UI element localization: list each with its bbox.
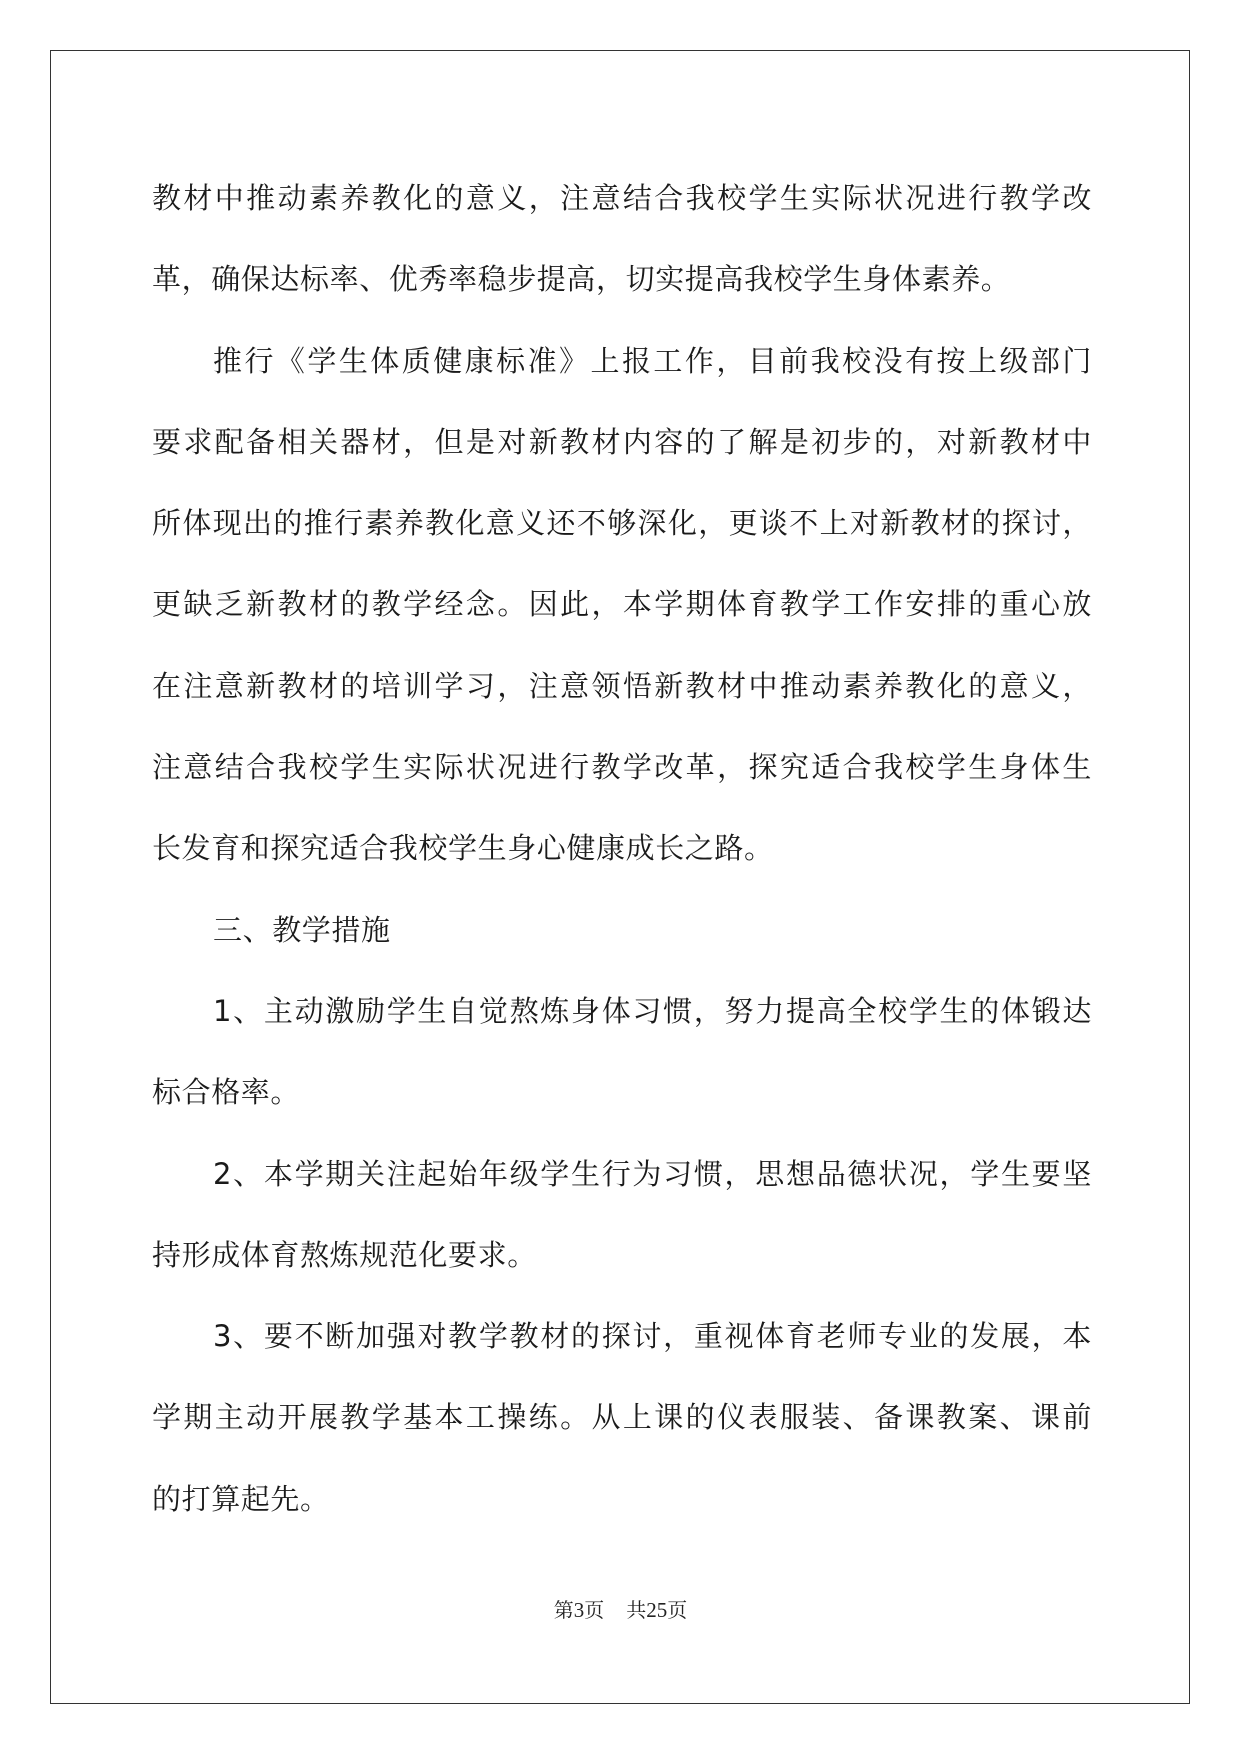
total-suffix: 页 [667, 1598, 688, 1622]
paragraph-line: 教材中推动素养教化的意义，注意结合我校学生实际状况进行教学改 [152, 181, 1092, 215]
page-footer [0, 1594, 1241, 1623]
paragraph-line: 注意结合我校学生实际状况进行教学改革，探究适合我校学生身体生 [152, 750, 1092, 785]
paragraph-line: 2、本学期关注起始年级学生行为习惯，思想品德状况，学生要坚 [213, 1156, 1092, 1191]
paragraph-line: 的打算起先。 [152, 1481, 330, 1516]
paragraph-line: 学期主动开展教学基本工操练。从上课的仪表服装、备课教案、课前 [152, 1400, 1092, 1435]
paragraph-line: 3、要不断加强对教学教材的探讨，重视体育老师专业的发展，本 [213, 1319, 1092, 1354]
page-total: 25 [646, 1598, 668, 1622]
paragraph-line: 标合格率。 [152, 1075, 301, 1110]
paragraph-line: 在注意新教材的培训学习，注意领悟新教材中推动素养教化的意义， [152, 668, 1092, 703]
paragraph-line: 所体现出的推行素养教化意义还不够深化，更谈不上对新教材的探讨， [152, 506, 1092, 541]
section-heading: 三、教学措施 [213, 912, 391, 947]
paragraph-line: 长发育和探究适合我校学生身心健康成长之路。 [152, 831, 774, 866]
total-prefix: 共 [626, 1598, 647, 1622]
page-suffix: 页 [584, 1598, 605, 1622]
page-current: 3 [573, 1598, 585, 1622]
paragraph-line: 革，确保达标率、优秀率稳步提高，切实提高我校学生身体素养。 [152, 262, 1011, 297]
paragraph-line: 推行《学生体质健康标准》上报工作，目前我校没有按上级部门 [213, 343, 1092, 378]
paragraph-line: 持形成体育熬炼规范化要求。 [152, 1237, 537, 1272]
document-body [152, 158, 1092, 1540]
paragraph-line: 1、主动激励学生自觉熬炼身体习惯，努力提高全校学生的体锻达 [213, 993, 1092, 1028]
paragraph-line: 要求配备相关器材，但是对新教材内容的了解是初步的，对新教材中 [152, 424, 1092, 459]
page-prefix: 第 [553, 1598, 574, 1622]
paragraph-line: 更缺乏新教材的教学经念。因此，本学期体育教学工作安排的重心放 [152, 587, 1092, 622]
